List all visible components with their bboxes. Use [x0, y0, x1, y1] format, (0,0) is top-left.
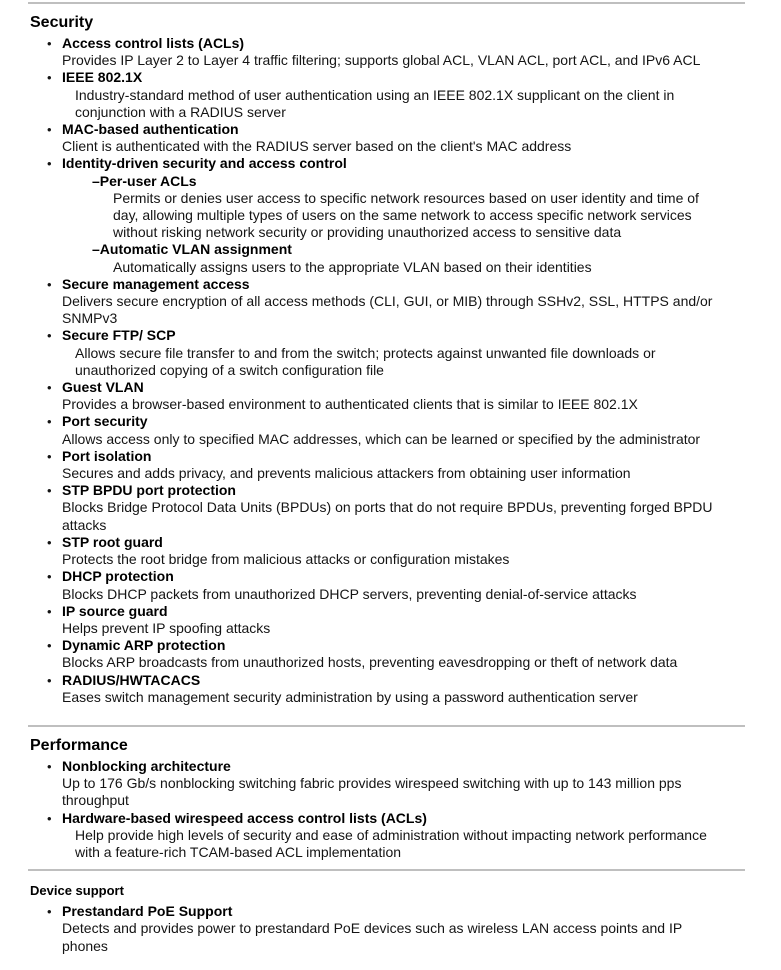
feature-title: STP BPDU port protection — [62, 482, 236, 499]
feature-title: Secure FTP/ SCP — [62, 327, 176, 344]
feature-title-row — [28, 903, 745, 920]
feature-title-row — [28, 810, 745, 827]
feature-title: Dynamic ARP protection — [62, 637, 226, 654]
bullet-icon: • — [47, 414, 52, 430]
section-divider — [28, 2, 745, 4]
feature-item — [28, 121, 745, 155]
feature-title-row — [28, 672, 745, 689]
feature-title: Access control lists (ACLs) — [62, 35, 245, 51]
feature-item — [28, 603, 745, 637]
feature-title-row — [28, 155, 745, 172]
sub-feature-description-line: Automatically assigns users to the appropriate VLAN based on their identities — [113, 258, 592, 275]
bullet-icon: • — [47, 276, 52, 292]
feature-title: Guest VLAN — [62, 379, 144, 396]
sub-feature-description-line: without risking network security or providing unauthorized access to sensitive data — [113, 224, 622, 241]
feature-description-line: Blocks ARP broadcasts from unauthorized hosts, preventing eavesdropping or theft of network data — [62, 654, 678, 671]
feature-title: Port security — [62, 413, 148, 430]
feature-item — [28, 448, 745, 482]
feature-description-line: Detects and provides power to prestandard PoE devices such as wireless LAN access points and IP — [62, 920, 683, 937]
bullet-icon: • — [47, 448, 52, 464]
feature-description-line: attacks — [62, 516, 107, 533]
bullet-icon: • — [47, 904, 52, 920]
feature-description-line: Secures and adds privacy, and prevents malicious attackers from obtaining user information — [62, 465, 631, 482]
sections-container — [28, 2, 745, 955]
feature-title-row — [28, 327, 745, 344]
bullet-icon: • — [47, 638, 52, 654]
bullet-icon: • — [47, 70, 52, 86]
feature-title: Nonblocking architecture — [62, 757, 231, 774]
feature-item — [28, 155, 745, 275]
document-page — [0, 2, 781, 955]
feature-title-row — [28, 379, 745, 396]
feature-description-line: Up to 176 Gb/s nonblocking switching fabric provides wirespeed switching with up to 143 million pps — [62, 775, 682, 792]
feature-description-line: Eases switch management security administration by using a password authentication server — [62, 688, 638, 705]
feature-description-line: Client is authenticated with the RADIUS server based on the client's MAC address — [62, 138, 572, 155]
feature-title-row — [28, 69, 745, 86]
feature-list-performance — [28, 758, 745, 861]
feature-title-row — [28, 534, 745, 551]
sub-feature-description-line: day, allowing multiple types of users on the same network to access specific network services — [113, 207, 692, 224]
feature-title-row — [28, 276, 745, 293]
bullet-icon: • — [47, 380, 52, 396]
sub-feature-title: Per-user ACLs — [99, 172, 197, 189]
feature-description-line: conjunction with a RADIUS server — [75, 103, 286, 120]
feature-list-device-support — [28, 903, 745, 955]
sub-feature-title: Automatic VLAN assignment — [99, 241, 292, 258]
feature-description-line: Blocks DHCP packets from unauthorized DHCP servers, preventing denial-of-service attacks — [62, 585, 637, 602]
feature-item — [28, 758, 745, 810]
feature-description-line: phones — [62, 937, 108, 954]
bullet-icon: • — [47, 328, 52, 344]
feature-title-row — [28, 448, 745, 465]
feature-item — [28, 568, 745, 602]
bullet-icon: • — [47, 603, 52, 619]
feature-title: Hardware-based wirespeed access control lists (ACLs) — [62, 809, 427, 826]
section-heading-performance: Performance — [30, 736, 128, 754]
feature-description-line: Allows access only to specified MAC addresses, which can be learned or specified by the administrator — [62, 430, 701, 447]
feature-description-line: throughput — [62, 792, 129, 809]
feature-title: Identity-driven security and access control — [62, 155, 347, 172]
feature-description-line: Protects the root bridge from malicious attacks or configuration mistakes — [62, 551, 510, 568]
feature-title-row — [28, 637, 745, 654]
section-heading-device-support: Device support — [30, 883, 124, 899]
feature-description-line: Allows secure file transfer to and from the switch; protects against unwanted file downloads or — [75, 344, 656, 361]
section-divider — [28, 869, 745, 871]
dash-icon: – — [92, 172, 100, 189]
feature-item — [28, 327, 745, 379]
feature-description-line: unauthorized copying of a switch configuration file — [75, 361, 384, 378]
feature-title-row — [28, 482, 745, 499]
feature-item — [28, 379, 745, 413]
bullet-icon: • — [47, 36, 52, 51]
feature-title: Secure management access — [62, 275, 250, 292]
feature-title: Port isolation — [62, 447, 152, 464]
feature-item — [28, 637, 745, 671]
feature-title-row — [28, 35, 745, 52]
bullet-icon: • — [47, 534, 52, 550]
feature-description-line: Helps prevent IP spoofing attacks — [62, 619, 271, 636]
feature-list-security — [28, 35, 745, 706]
bullet-icon: • — [47, 672, 52, 688]
sub-feature-title-row — [92, 241, 745, 258]
bullet-icon: • — [47, 810, 52, 826]
feature-description-line: Help provide high levels of security and ease of administration without impacting network performance — [75, 826, 707, 843]
feature-item — [28, 810, 745, 862]
feature-description-line: Provides IP Layer 2 to Layer 4 traffic filtering; supports global ACL, VLAN ACL, port ACL, and IPv6 ACL — [62, 52, 701, 69]
feature-title-row — [28, 758, 745, 775]
feature-title-row — [28, 603, 745, 620]
feature-item — [28, 276, 745, 328]
bullet-icon: • — [47, 569, 52, 585]
feature-item — [28, 413, 745, 447]
bullet-icon: • — [47, 156, 52, 172]
feature-item — [28, 35, 745, 69]
bullet-icon: • — [47, 483, 52, 499]
feature-title: MAC-based authentication — [62, 121, 239, 138]
bullet-icon: • — [47, 758, 52, 774]
feature-title: STP root guard — [62, 533, 163, 550]
feature-title: Prestandard PoE Support — [62, 903, 233, 920]
section-divider — [28, 725, 745, 727]
feature-item — [28, 482, 745, 534]
sub-feature-description-line: Permits or denies user access to specific network resources based on user identity and time of — [113, 189, 699, 206]
feature-title: DHCP protection — [62, 568, 174, 585]
dash-icon: – — [92, 241, 100, 258]
feature-description-line: SNMPv3 — [62, 310, 118, 327]
section-heading-security: Security — [30, 14, 94, 31]
bullet-icon: • — [47, 122, 52, 138]
feature-item — [28, 534, 745, 568]
feature-description-line: Industry-standard method of user authentication using an IEEE 802.1X supplicant on the client in — [75, 86, 675, 103]
feature-title-row — [28, 413, 745, 430]
feature-description-line: Provides a browser-based environment to authenticated clients that is similar to IEEE 802.1X — [62, 396, 638, 413]
feature-description-line: with a feature-rich TCAM-based ACL implementation — [75, 843, 402, 860]
sub-feature-title-row — [92, 173, 745, 190]
feature-title-row — [28, 568, 745, 585]
feature-item — [28, 69, 745, 121]
feature-description-line: Delivers secure encryption of all access methods (CLI, GUI, or MIB) through SSHv2, SSL, HTTPS and/or — [62, 293, 713, 310]
feature-item — [28, 672, 745, 706]
feature-title: IP source guard — [62, 602, 168, 619]
feature-item — [28, 903, 745, 955]
feature-title: IEEE 802.1X — [62, 69, 143, 86]
feature-title-row — [28, 121, 745, 138]
feature-description-line: Blocks Bridge Protocol Data Units (BPDUs) on ports that do not require BPDUs, preventing forged BPDU — [62, 499, 713, 516]
feature-title: RADIUS/HWTACACS — [62, 671, 201, 688]
